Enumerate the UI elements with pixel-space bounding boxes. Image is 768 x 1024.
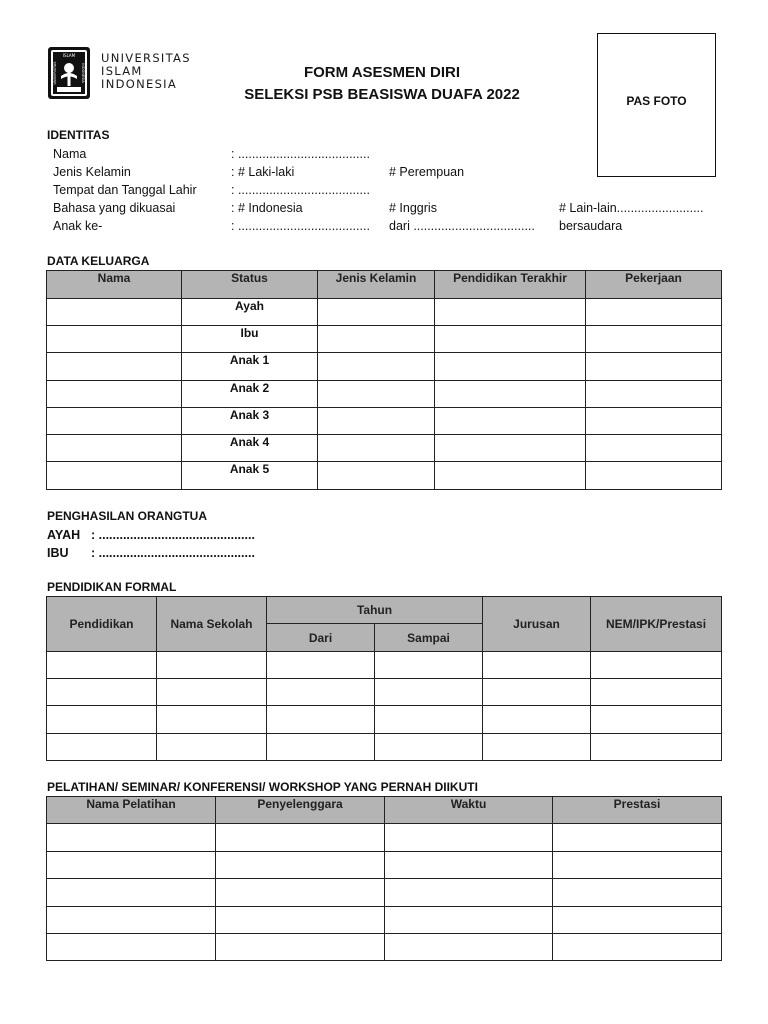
cell[interactable] <box>216 824 385 852</box>
keluarga-table <box>46 270 722 490</box>
col-nem-ipk: NEM/IPK/Prestasi <box>591 597 722 652</box>
field-ttl[interactable]: : ...................................... <box>231 183 370 197</box>
cell[interactable] <box>47 852 216 879</box>
label-ibu: IBU <box>47 546 69 560</box>
table-row <box>47 326 722 353</box>
cell[interactable] <box>385 824 553 852</box>
cell-nama[interactable] <box>47 353 182 381</box>
cell-pendidikan[interactable] <box>435 408 586 435</box>
cell[interactable] <box>216 852 385 879</box>
cell[interactable] <box>157 734 267 761</box>
label-bahasa: Bahasa yang dikuasai <box>53 201 176 215</box>
field-penghasilan-ayah[interactable]: : ............................................. <box>91 528 255 542</box>
col-nama: Nama <box>47 271 182 299</box>
cell-jk[interactable] <box>318 353 435 381</box>
option-laki-laki[interactable]: : # Laki-laki <box>231 165 295 179</box>
table-row <box>47 299 722 326</box>
cell-pekerjaan[interactable] <box>586 435 722 462</box>
cell-nama[interactable] <box>47 435 182 462</box>
label-nama: Nama <box>53 147 87 161</box>
cell[interactable] <box>47 934 216 961</box>
cell[interactable] <box>157 652 267 679</box>
cell[interactable] <box>47 652 157 679</box>
cell[interactable] <box>47 734 157 761</box>
cell-pekerjaan[interactable] <box>586 326 722 353</box>
field-nama[interactable]: : ...................................... <box>231 147 370 161</box>
university-logo <box>47 46 91 100</box>
cell[interactable] <box>267 706 375 734</box>
university-seal-icon <box>47 46 91 100</box>
label-anak-ke: Anak ke- <box>53 219 103 233</box>
status-anak-5: Anak 5 <box>182 462 318 490</box>
cell-pekerjaan[interactable] <box>586 353 722 381</box>
cell[interactable] <box>216 907 385 934</box>
cell[interactable] <box>157 706 267 734</box>
table-row <box>47 706 722 734</box>
status-ayah: Ayah <box>182 299 318 326</box>
col-prestasi: Prestasi <box>553 797 722 824</box>
field-dari[interactable]: dari ................................... <box>389 219 535 233</box>
cell[interactable] <box>591 706 722 734</box>
pelatihan-heading: PELATIHAN/ SEMINAR/ KONFERENSI/ WORKSHOP YANG PERNAH DIIKUTI <box>47 780 478 794</box>
photo-label: PAS FOTO <box>626 94 687 108</box>
table-row <box>47 934 722 961</box>
cell-jk[interactable] <box>318 462 435 490</box>
col-penyelenggara: Penyelenggara <box>216 797 385 824</box>
col-jenis-kelamin: Jenis Kelamin <box>318 271 435 299</box>
table-row <box>47 408 722 435</box>
option-inggris[interactable]: # Inggris <box>389 201 437 215</box>
field-penghasilan-ibu[interactable]: : ............................................. <box>91 546 255 560</box>
cell[interactable] <box>385 907 553 934</box>
cell-pendidikan[interactable] <box>435 435 586 462</box>
option-perempuan[interactable]: # Perempuan <box>389 165 465 179</box>
formal-heading: PENDIDIKAN FORMAL <box>47 580 177 594</box>
cell[interactable] <box>553 852 722 879</box>
cell-jk[interactable] <box>318 435 435 462</box>
cell[interactable] <box>385 879 553 907</box>
table-row <box>47 879 722 907</box>
cell-nama[interactable] <box>47 462 182 490</box>
field-anak-ke[interactable]: : ...................................... <box>231 219 370 233</box>
cell[interactable] <box>591 679 722 706</box>
cell-jk[interactable] <box>318 326 435 353</box>
logo-line-1: UNIVERSITAS <box>101 51 191 65</box>
cell-jk[interactable] <box>318 408 435 435</box>
option-lain-lain[interactable]: # Lain-lain......................... <box>559 201 704 215</box>
cell-pendidikan[interactable] <box>435 299 586 326</box>
pelatihan-table <box>46 796 722 961</box>
table-row <box>47 852 722 879</box>
logo-line-2: ISLAM <box>101 64 143 78</box>
cell-pekerjaan[interactable] <box>586 299 722 326</box>
cell[interactable] <box>553 934 722 961</box>
cell[interactable] <box>483 652 591 679</box>
cell[interactable] <box>47 907 216 934</box>
penghasilan-heading: PENGHASILAN ORANGTUA <box>47 509 208 523</box>
form-title: FORM ASESMEN DIRI <box>303 64 461 81</box>
cell[interactable] <box>553 907 722 934</box>
seal-text-right: INDONESIA <box>81 63 85 83</box>
col-nama-pelatihan: Nama Pelatihan <box>47 797 216 824</box>
cell-nama[interactable] <box>47 326 182 353</box>
cell-pendidikan[interactable] <box>435 353 586 381</box>
cell[interactable] <box>216 879 385 907</box>
cell-pendidikan[interactable] <box>435 326 586 353</box>
identitas-heading: IDENTITAS <box>47 128 110 142</box>
cell[interactable] <box>553 879 722 907</box>
cell[interactable] <box>375 679 483 706</box>
cell[interactable] <box>591 734 722 761</box>
cell[interactable] <box>591 652 722 679</box>
cell[interactable] <box>157 679 267 706</box>
cell[interactable] <box>553 824 722 852</box>
cell[interactable] <box>385 934 553 961</box>
label-bersaudara: bersaudara <box>559 219 623 233</box>
table-row <box>47 462 722 490</box>
cell-pendidikan[interactable] <box>435 462 586 490</box>
col-dari: Dari <box>267 624 375 652</box>
cell[interactable] <box>375 652 483 679</box>
cell[interactable] <box>483 734 591 761</box>
table-row <box>47 652 722 679</box>
cell[interactable] <box>483 706 591 734</box>
cell[interactable] <box>47 679 157 706</box>
cell[interactable] <box>47 706 157 734</box>
col-pendidikan: Pendidikan <box>47 597 157 652</box>
col-jurusan: Jurusan <box>483 597 591 652</box>
table-row <box>47 824 722 852</box>
cell-jk[interactable] <box>318 299 435 326</box>
status-anak-3: Anak 3 <box>182 408 318 435</box>
cell-nama[interactable] <box>47 408 182 435</box>
keluarga-heading: DATA KELUARGA <box>47 254 150 268</box>
table-row <box>47 907 722 934</box>
cell-nama[interactable] <box>47 299 182 326</box>
status-anak-2: Anak 2 <box>182 381 318 408</box>
cell[interactable] <box>375 706 483 734</box>
cell[interactable] <box>483 679 591 706</box>
cell[interactable] <box>267 734 375 761</box>
col-waktu: Waktu <box>385 797 553 824</box>
cell[interactable] <box>216 934 385 961</box>
col-pekerjaan: Pekerjaan <box>586 271 722 299</box>
status-anak-4: Anak 4 <box>182 435 318 462</box>
cell-pekerjaan[interactable] <box>586 462 722 490</box>
cell[interactable] <box>385 852 553 879</box>
cell[interactable] <box>267 652 375 679</box>
formal-table <box>46 596 722 761</box>
cell-nama[interactable] <box>47 381 182 408</box>
cell[interactable] <box>267 679 375 706</box>
table-row <box>47 734 722 761</box>
seal-text-top: ISLAM <box>62 53 76 58</box>
col-pendidikan-terakhir: Pendidikan Terakhir <box>435 271 586 299</box>
col-tahun: Tahun <box>267 597 483 624</box>
cell-pendidikan[interactable] <box>435 381 586 408</box>
table-row <box>47 381 722 408</box>
option-indonesia[interactable]: : # Indonesia <box>231 201 303 215</box>
photo-box[interactable] <box>597 33 716 177</box>
col-sampai: Sampai <box>375 624 483 652</box>
label-ttl: Tempat dan Tanggal Lahir <box>53 183 197 197</box>
col-status: Status <box>182 271 318 299</box>
label-jenis-kelamin: Jenis Kelamin <box>53 165 131 179</box>
table-row <box>47 435 722 462</box>
table-row <box>47 679 722 706</box>
cell[interactable] <box>375 734 483 761</box>
cell[interactable] <box>47 879 216 907</box>
cell-jk[interactable] <box>318 381 435 408</box>
status-anak-1: Anak 1 <box>182 353 318 381</box>
cell[interactable] <box>47 824 216 852</box>
logo-line-3: INDONESIA <box>101 77 178 91</box>
seal-text-left: UNIVERSITAS <box>53 61 57 85</box>
status-ibu: Ibu <box>182 326 318 353</box>
form-subtitle: SELEKSI PSB BEASISWA DUAFA 2022 <box>244 86 520 103</box>
cell-pekerjaan[interactable] <box>586 408 722 435</box>
col-nama-sekolah: Nama Sekolah <box>157 597 267 652</box>
table-row <box>47 353 722 381</box>
label-ayah: AYAH <box>47 528 81 542</box>
cell-pekerjaan[interactable] <box>586 381 722 408</box>
